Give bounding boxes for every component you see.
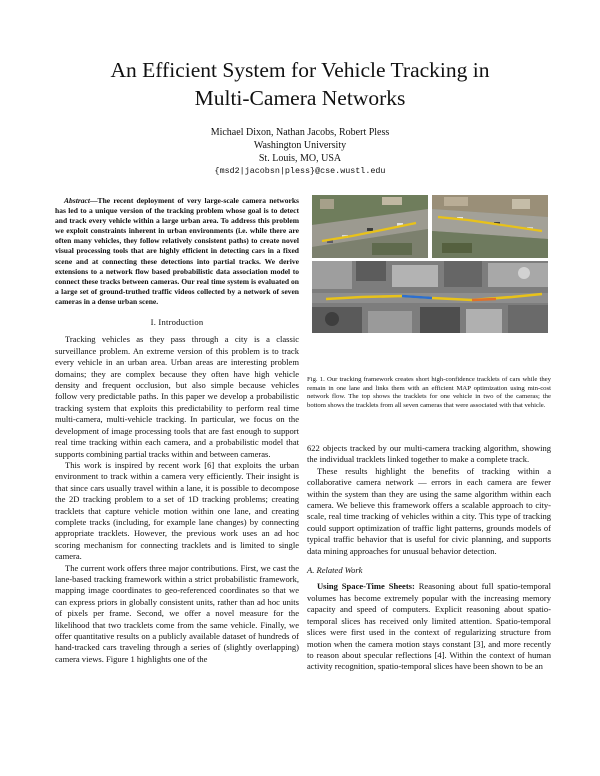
title-line-1: An Efficient System for Vehicle Tracking in xyxy=(110,58,490,82)
right-column xyxy=(307,443,551,673)
intro-paragraph-2: This work is inspired by recent work [6] that exploits the urban environment to track within a camera very efficiently. Their insight is that since cars usually travel within a lane, it is possible to decompose the 2D tracking problem to a set of 1D tracking problems; creating tracklets that capture vehicle motion within one lane, and creating complete tracks (including, for example lane changes) by connecting appropriate tracklets. However, the previous work uses an ad hoc scoring mechanism for connecting tracklets and is limited to single camera. xyxy=(55,459,299,562)
location: St. Louis, MO, USA xyxy=(258,153,342,164)
figure-1-caption: Fig. 1. Our tracking framework creates short high-confidence tracklets of cars while they remain in one lane and links them with an efficient MAP optimization using min-cost network flow. The top shows the tracklets for one vehicle in two of the cameras; the bottom shows the tracklets from all seven cameras that were associated with that vehicle. xyxy=(307,376,551,410)
abstract xyxy=(55,196,299,307)
abstract-label: Abstract xyxy=(64,196,90,205)
camera-view-1-image xyxy=(312,195,428,258)
abstract-text: —The recent deployment of very large-scale camera networks has led to a unique version of the tracking problem whose goal is to detect and track every vehicle within a large urban area. To address this problem we exploit constraints inherent in urban environments (i.e. while there are often many vehicles, they follow relatively consistent paths) to create novel visual processing tools that are highly efficient in detecting cars in a fixed scene and at connecting these detections into partial tracks. We derive extensions to a network flow based probabilistic data association model to connect these tracks between cameras. Our real time system is evaluated on a large set of ground-truthed traffic videos collected by a network of seven cameras in a dense urban scene. xyxy=(55,196,299,306)
track-segment xyxy=(472,299,496,300)
right-paragraph-1: 622 objects tracked by our multi-camera tracking algorithm, showing the individual tracklets linked together to make a complete track. xyxy=(307,443,551,465)
paper-title xyxy=(40,56,560,112)
author-names: Michael Dixon, Nathan Jacobs, Robert Pless xyxy=(210,127,390,138)
right-paragraph-3 xyxy=(307,581,551,672)
affiliation: Washington University xyxy=(253,140,347,151)
title-line-2: Multi-Camera Networks xyxy=(194,86,406,110)
right-paragraph-2: These results highlight the benefits of tracking within a collaborative camera network — errors in each camera are fewer within the system than they are using the same algorithm within each camera. We believe this framework offers a scalable approach to city-scale, real time tracking of vehicles within a city. This type of tracking could support optimization of traffic light patterns, grounds models of typical traffic behavior that is useful for civic planning, and supports data mining approaches for unusual behavior detection. xyxy=(307,465,551,556)
intro-paragraph-1: Tracking vehicles as they pass through a city is a classic surveillance problem. An extreme version of this problem is to track every vehicle in an urban area. Urban areas are interesting problem domains; they are complex because they often have high vehicle density and frequent occlusion, but also simple because vehicles follow very predictable paths. In this paper we develop a probabilistic tracking system that exploits this predictability to perform real time multi-camera, multi-vehicle tracking. In particular, we focus on the development of image processing tools that are fast enough to support real time tracking within each camera, and a probabilistic model that supports combining partial tracks within and between cameras. xyxy=(55,334,299,459)
aerial-overview-image xyxy=(312,261,548,333)
section-heading-introduction: I. Introduction xyxy=(150,317,204,328)
paragraph-lead: Using Space-Time Sheets: xyxy=(317,581,415,592)
paragraph-body: Reasoning about full spatio-temporal volumes has become extremely popular with the increasing memory capacity and speed of computers. Explicit reasoning about spatio-temporal slices has received only limited attention. Spatio-temporal slices were first used in the context of regularizing structure from motion when the camera motion stays constant [3], and more recently to reason about specular reflections [4]. Within the context of human activity recognition, spatio-temporal slices have been shown to be an xyxy=(307,581,551,672)
author-block xyxy=(40,126,560,178)
camera-view-2-image xyxy=(432,195,548,258)
figure-1 xyxy=(312,195,548,333)
intro-paragraph-3: The current work offers three major contributions. First, we cast the lane-based tracking framework within a strict probabilistic framework, mapping image coordinates to geo-referenced coordinates so that we can express priors in globally consistent units, rather than ad hoc units of pixels per frame. Second, we offer a novel measure for the likelihood that two tracklets come from the same vehicle. Finally, we offer quantitative results on a publicly available dataset of hundreds of hand-tracked cars traveling through a series of (slightly overlapping) camera views. Figure 1 highlights one of the xyxy=(55,562,299,664)
subsection-heading-related-work: A. Related Work xyxy=(307,565,363,576)
author-emails: {msd2|jacobsn|pless}@cse.wustl.edu xyxy=(214,166,386,176)
left-column xyxy=(55,196,299,665)
